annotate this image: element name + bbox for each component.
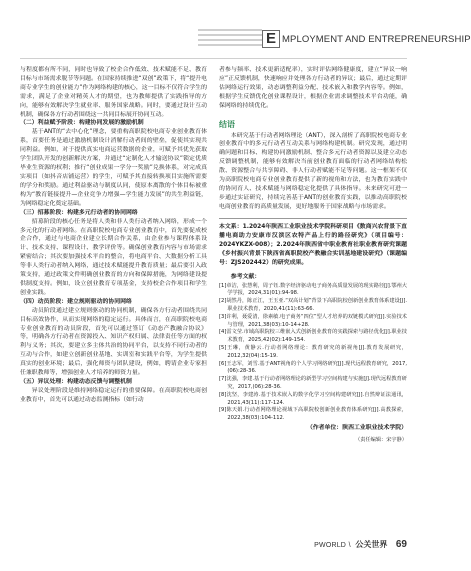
reference-item: [1]章洁，张慧利，周子钰.数字经济驱动电子商务高质量发展的现实路径[J].鄂州大学学报，2024,31(01):94-98. [219,282,407,297]
header-divider [20,58,407,59]
left-column [20,66,207,405]
subheading: （三）招募阶段：构建多元行动者的协同网络 [20,209,138,216]
paragraph: 异议处理阶段是维持网络稳定运行的重要保障。在高职院校电商创业教育中，首先可以通过动态监测指标（如行动 [20,388,207,403]
paragraph: 者参与频率、技术更新适配率），实时评估网络健康度，建立“异议一响应”正反馈机制，快速响应并处理各方行动者的异议；最后，通过定期评估网络运行效果，动态调整利益分配、技术嵌入和教学内容等。例如，根据学生反馈优化创业课程设计，根据企业需求调整技术平台功能，确保网络的持续优化。 [219,67,407,109]
reference-item: [6]王志军，刘雪.基于ANT视角的个人学习网络研究[J].现代远程教育研究，2017,(06):28-36. [219,360,407,375]
paragraph: 与程度都有所不同，同时也导致了校企合作低效、技术赋能不足、教育目标与市场需求脱节等问题。在国家持续推进“双创”政策下，将“提升电商专业学生的创业能力”作为网络构建的核心，这一目标不仅符合学生的需求，满足了企业对精英人才的期望，也为教师提供了实践指导的方向，能够有效解决学生就业率、服务国家战略。同时，要通过设计互动机制，确保各方行动者围绕这一共同目标展开协同互动。 [20,67,207,118]
header-letter-box: E [262,30,280,48]
reference-item: [7]沈强，李建.基于行动者网络理论的新型学习空间构建与实施[J].现代远程教育研究，2017,(06):28-36. [219,376,407,391]
subheading: （五）异议处理：构建动态反馈与调整机制 [20,379,132,385]
paragraph: 动员阶段通过建立规则驱动的协同机制，确保各方行动者围绕共同目标高效协作，从而实现网络的稳定运行。具体而言，在高职院校电商专业创业教育的动员阶段，首先可以通过签订《动态产教融合协议》等，明确各方行动者在资源投入、知识产权归属、法律责任等方面的权利与义务；其次，要建立多主体共治的协同平台，以支持不同行动者的互动与合作，如建立创新创业基地、实训室和实践平台等，为学生提供真实的创业环境；最后，强化师资与团队建设，例如，聘请企业专家担任兼职教师等，增强创业人才培养的师资力量。 [20,307,207,377]
header-title: MPLOYMENT AND ENTREPRENEURSHIP [282,34,471,45]
author-affiliation: （作者单位：陕西工业职业技术学院） [306,425,407,432]
page-number: 69 [395,539,407,550]
footer-publication: 公关世界 [355,540,388,549]
paragraph: 招募阶段的核心任务是将人类和非人类行动者纳入网络，形成一个多元化的行动者网络。在高职院校电商专业创业教育中，首先要促成校企合作，通过与电商企业建立长期合作关系，由企业参与课程体系设计、技术支持、课程设计、教学评价等。确保创业教育内容与市场需求紧密结合；其次要加强技术平台的整合，将电商平台、大数据分析工具等非人类行动者纳入网络，通过技术赋能提升教育质量；最后要引入政策支持，通过政策文件明确创业教育的方向和保障措施，为网络建设提供制度支持。例如，设立创业教育专项基金，支持校企合作项目和学生创业实践。 [20,218,207,296]
reference-item: [2]胡然丹，陈正江，王玉亚.“双高计划”背景下高职院校创新创业教育体系建设[J].职业技术教育，2020,41(11):63-66. [219,298,407,313]
subheading: （四）动员阶段：建立规则驱动的协同网络 [20,298,132,305]
funding-note: 本文系：1.2024年陕西工业职业技术学院科研项目《数商兴农背景下直播电商助力安康市汉滨区农特产品上行的路径研究》（项目编号：2024YKZX-008）；2.2024年陕西省中职业教育社职业教育研究课题《乡村振兴背景下陕西省高职院校产教融合实训基地建设研究》（课题编号：ZJS202442）的研究成果。 [219,218,407,268]
subheading: （二）利益赋予阶段：构建协同发展的激励机制 [20,120,144,127]
page-header [0,29,471,51]
paragraph: 基于ANT的“去中心化”理念，要重构高职院校电商专业创业教育体系，首要任务是通过激励机制设计消解行动者间的壁垒，促使其实现共同利益。例如，对于提供真实电商运营数据的企业，可赋予其优先获取学生团队开发的创新解决方案，并通过“定制化人才输送协议”锁定优质毕业生资源的权利；推行“创业成果一学分一奖励”兑换体系，对完成真实项目（如抖音店铺运营）的学生，可赋予其直接转换项目实施所需要的学分和奖励。通过利益驱动与制度认同，使原本离散的个体目标被重构为“教育链接提升—企业竞争力增强—学生能力发展”的共生利益链，为网络稳定化奠定基础。 [20,129,207,207]
reference-item: [8]沈坚，李建涛.基于技术嵌入的数字化学习空间构建研究[J].自然辩证法通讯，2021,43(11):117-124. [219,391,407,406]
right-column [219,66,407,444]
header-decoration-lines [198,29,262,47]
reference-item: [9]陈天娟.行动者网络理论视域下高职院校创新创业教育体系研究[J].高教探索，2022,38(03):104-112. [219,407,407,422]
reference-item: [3]许利，聂爱清，徐素敏.电子商务“四位”型人才培养的双链模式研究[J].实验技术与管理，2021,38(03):10-14+28. [219,313,407,328]
reference-item: [5]王琳，黄静云.行动者网络理论：教育研究的新视角[J].教育发展研究，2012,32(04):15-19. [219,345,407,359]
paragraph: 本研究基于行动者网络理论（ANT），深入剖析了高职院校电商专业创业教育中的多元行动者互动关系与网络构建机制。研究发现，通过明确问题和目标、构建协同激励机制、整合多元行动者资源以及建立动态反馈调整机制，能够有效解决当前创业教育面临的行动者网络结构松散、资源整合与共享障碍、非人行动者赋能不足等问题。这一框架不仅为高职院校电商专业创业教育提供了新的视角和方法，也为教育实践中的协同育人、技术赋能与网络稳定化提供了具体指导。未来研究可进一步通过实证研究，持续完善基于ANT的创业教育实践，以推动高职院校电商创业教育的高质量发展，更好地服务于国家战略与市场需求。 [219,132,407,210]
responsible-editor: （责任编辑：宋宇静） [355,437,407,444]
footer-brand: PWORLD [314,542,347,549]
reference-item: [4]雷文莹.市域高职院校三维嵌入式创新创业教育的实践探索与路径优化[J].职业技术教育，2025,42(02):149-154. [219,329,407,344]
page-footer [314,539,407,550]
references-list [219,283,407,423]
footer-separator: \ [348,542,351,549]
section-title: 结语 [219,119,235,129]
references-title: 参考文献： [230,273,261,280]
